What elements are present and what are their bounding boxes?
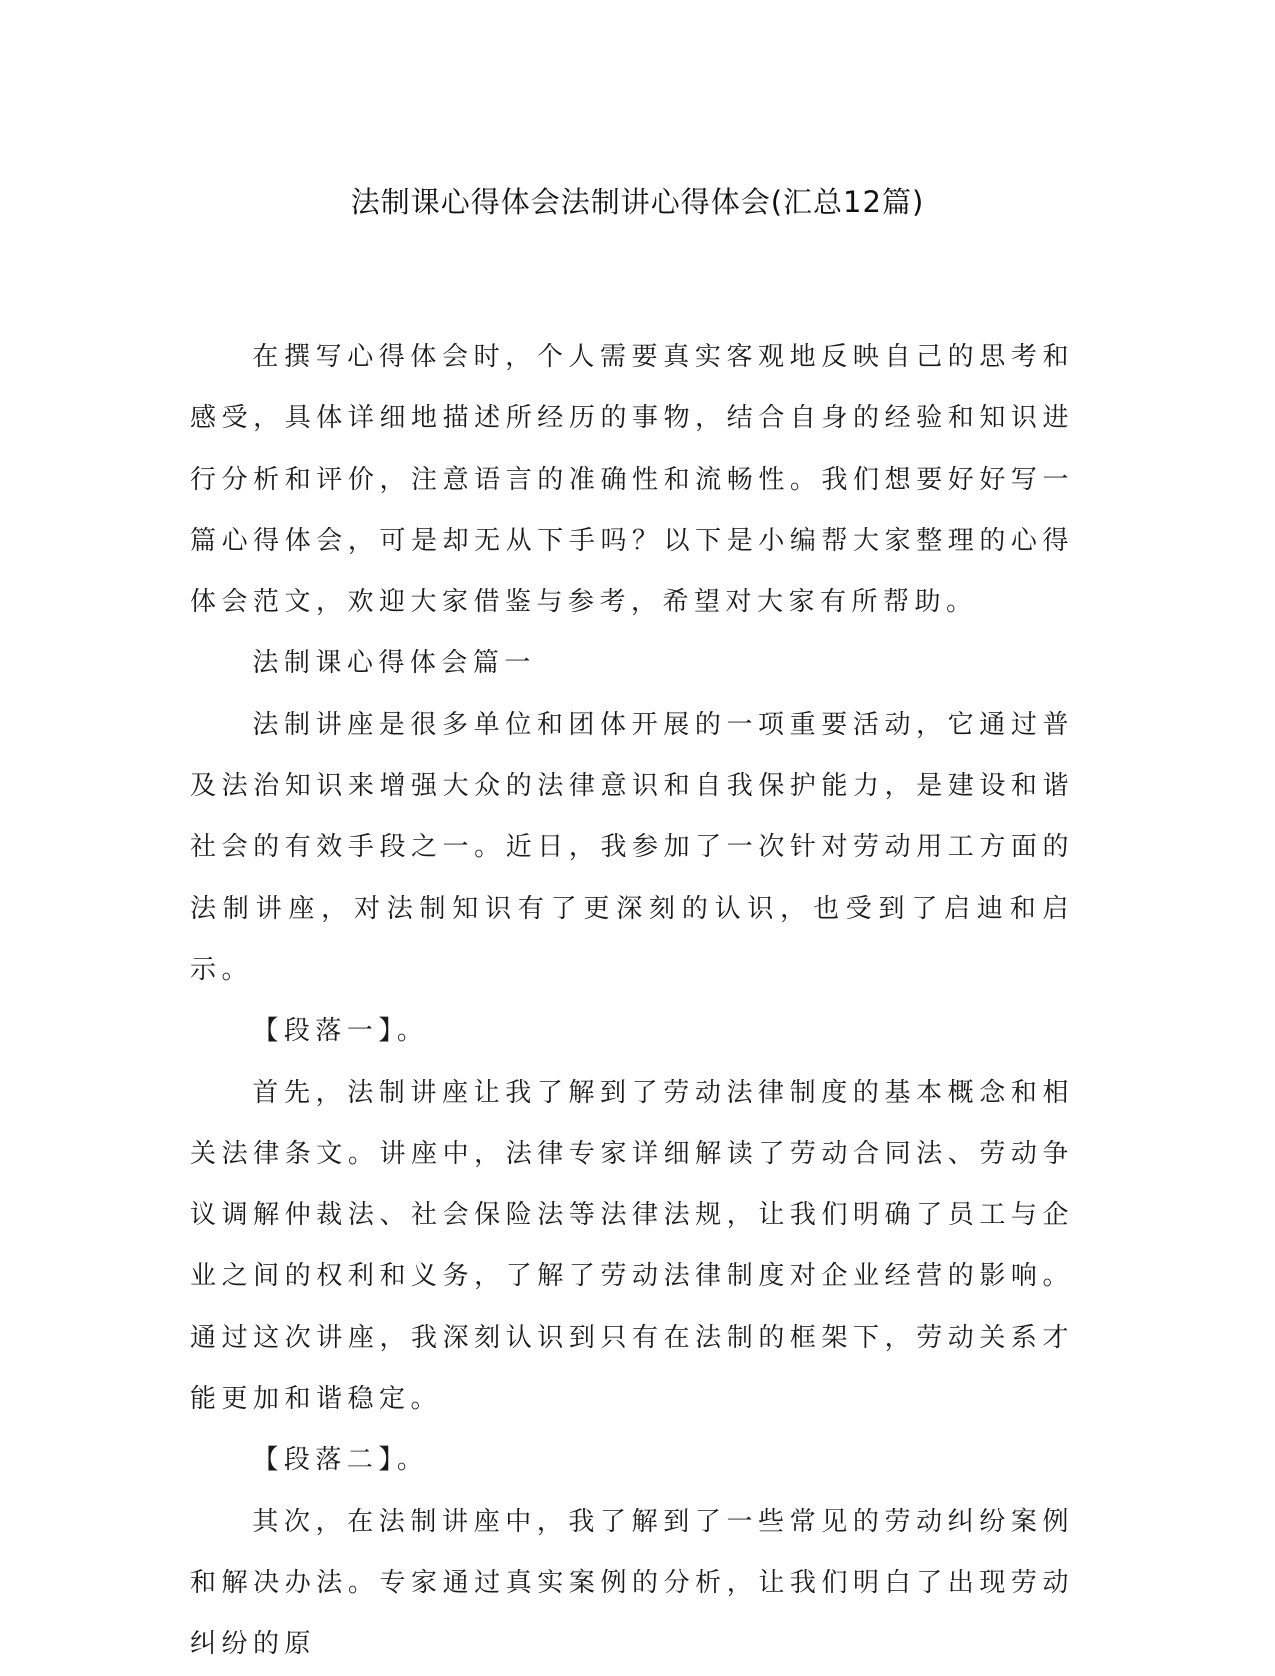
body-paragraph: 其次，在法制讲座中，我了解到了一些常见的劳动纠纷案例和解决办法。专家通过真实案例的分析，让我们明白了出现劳动纠纷的原 bbox=[190, 1506, 1074, 1660]
document-title: 法制课心得体会法制讲心得体会(汇总12篇) bbox=[350, 185, 925, 219]
body-paragraph: 首先，法制讲座让我了解到了劳动法律制度的基本概念和相关法律条文。讲座中，法律专家详细解读了劳动合同法、劳动争议调解仲裁法、社会保险法等法律法规，让我们明确了员工与企业之间的权利和义务，了解了劳动法律制度对企业经营的影响。通过这次讲座，我深刻认识到只有在法制的框架下，劳动关系才能更加和谐稳定。 bbox=[190, 1077, 1074, 1415]
section-heading: 法制课心得体会篇一 bbox=[252, 648, 536, 679]
paragraph-marker: 【段落二】。 bbox=[252, 1445, 429, 1476]
body-paragraph: 法制讲座是很多单位和团体开展的一项重要活动，它通过普及法治知识来增强大众的法律意识和自我保护能力，是建设和谐社会的有效手段之一。近日，我参加了一次针对劳动用工方面的法制讲座，对法制知识有了更深刻的认识，也受到了启迪和启示。 bbox=[190, 709, 1074, 985]
intro-paragraph: 在撰写心得体会时，个人需要真实客观地反映自己的思考和感受，具体详细地描述所经历的事物，结合自身的经验和知识进行分析和评价，注意语言的准确性和流畅性。我们想要好好写一篇心得体会，可是却无从下手吗？以下是小编帮大家整理的心得体会范文，欢迎大家借鉴与参考，希望对大家有所帮助。 bbox=[190, 342, 1074, 618]
paragraph-marker: 【段落一】。 bbox=[252, 1016, 429, 1047]
document-body bbox=[190, 327, 1074, 1676]
